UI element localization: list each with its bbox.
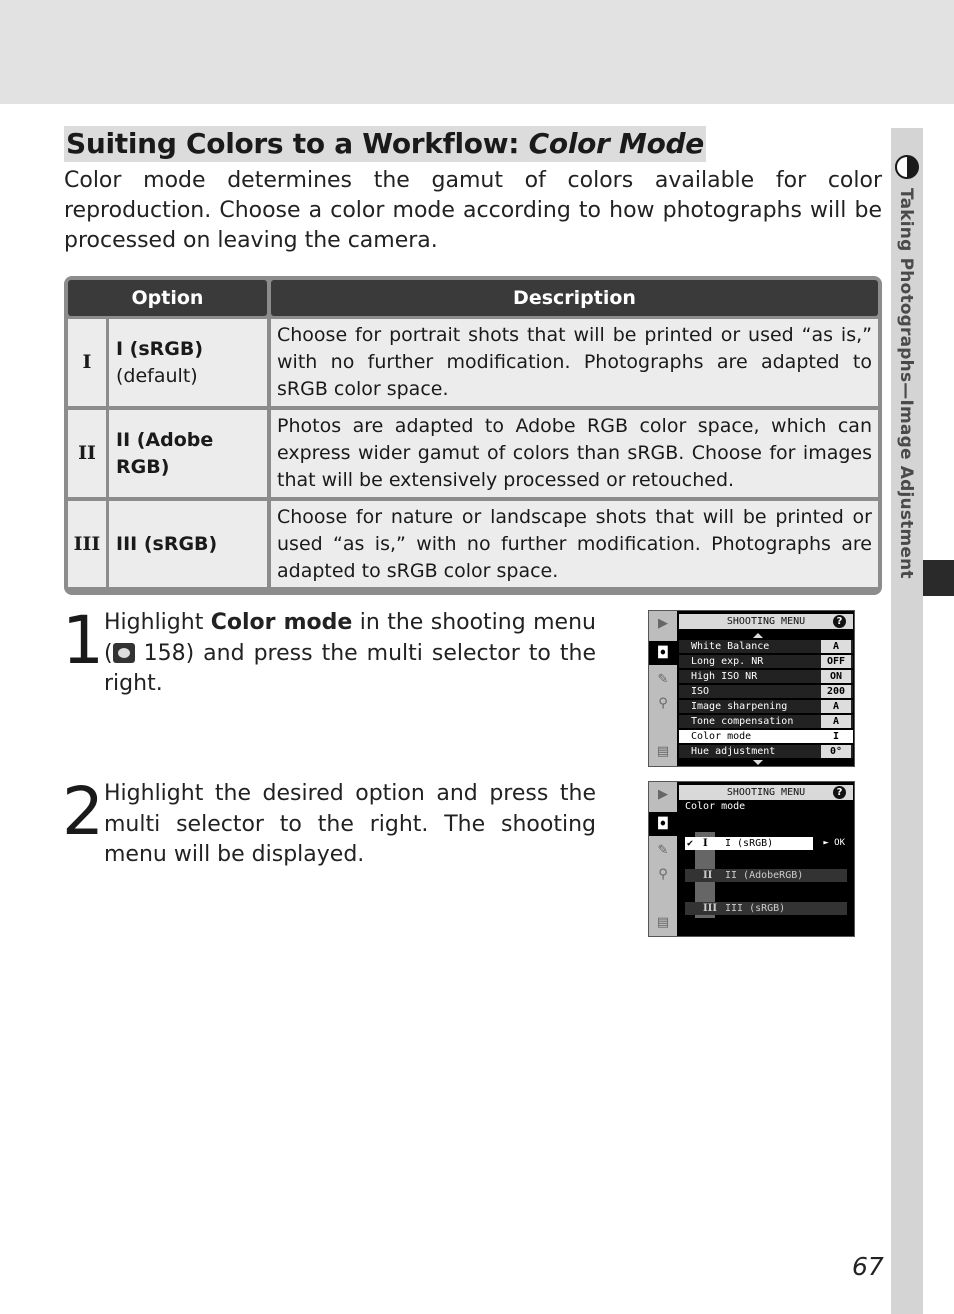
option-item[interactable] bbox=[685, 902, 847, 915]
step-text-part: Highlight bbox=[104, 610, 211, 635]
menu-item[interactable] bbox=[679, 685, 853, 698]
step-2-text: Highlight the desired option and press the multi selector to the right. The shooting menu will be displayed. bbox=[104, 781, 596, 867]
option-label: I (sRGB) bbox=[116, 337, 204, 360]
row-description bbox=[271, 410, 878, 497]
item-label: Hue adjustment bbox=[691, 746, 776, 757]
screen-subtitle: Color mode bbox=[685, 801, 746, 812]
scroll-up-icon bbox=[753, 633, 763, 638]
item-label: Tone compensation bbox=[691, 716, 794, 727]
option-label: II (AdobeRGB) bbox=[725, 870, 804, 881]
half-circle-icon bbox=[895, 155, 919, 179]
row-option bbox=[109, 319, 267, 406]
item-label: Image sharpening bbox=[691, 701, 788, 712]
step-number: 1 bbox=[62, 602, 100, 679]
camera-icon: ◘ bbox=[649, 812, 677, 836]
menu-item[interactable] bbox=[679, 640, 853, 653]
step-number: 2 bbox=[62, 773, 100, 850]
playback-icon: ▶ bbox=[658, 616, 668, 631]
option-item[interactable] bbox=[685, 869, 847, 882]
screen-header: SHOOTING MENU bbox=[679, 785, 853, 800]
item-value: ON bbox=[821, 670, 851, 683]
description-text: Choose for nature or landscape shots that will be printed or used “as is,” with no further modification. Photographs are adapted to sRGB color space. bbox=[277, 505, 872, 582]
item-value: OFF bbox=[821, 655, 851, 668]
option-label: III (sRGB) bbox=[116, 532, 218, 555]
playback-icon: ▶ bbox=[658, 787, 668, 802]
page-number: 67 bbox=[852, 1252, 884, 1281]
wrench-icon: ⚲ bbox=[658, 696, 668, 711]
top-band bbox=[0, 0, 954, 104]
option-label: II (Adobe RGB) bbox=[116, 428, 214, 478]
item-label: Color mode bbox=[691, 731, 752, 742]
row-description bbox=[271, 501, 878, 587]
item-label: White Balance bbox=[691, 641, 770, 652]
step-text-part: in the shooting menu ( bbox=[104, 610, 596, 666]
intro-paragraph: Color mode determines the gamut of colors available for color reproduction. Choose a color mode according to how photographs will be processed on leaving the camera. bbox=[64, 168, 882, 253]
header-option: Option bbox=[68, 280, 267, 316]
pencil-icon: ✎ bbox=[657, 843, 669, 858]
screen-header: SHOOTING MENU bbox=[679, 614, 853, 629]
option-num: I bbox=[703, 838, 708, 849]
check-icon: ✔ bbox=[687, 838, 694, 849]
step-bold-term: Color mode bbox=[210, 610, 353, 635]
menu-item[interactable] bbox=[679, 715, 853, 728]
option-num: III bbox=[703, 903, 718, 914]
row-option bbox=[109, 501, 267, 587]
option-label: III (sRGB) bbox=[725, 903, 786, 914]
notes-icon: ▤ bbox=[656, 744, 670, 759]
wrench-icon: ⚲ bbox=[658, 867, 668, 882]
notes-icon: ▤ bbox=[656, 915, 670, 930]
description-text: Choose for portrait shots that will be printed or used “as is,” with no further modification. Photographs are adapted to sRGB color space. bbox=[277, 324, 872, 400]
ok-button[interactable]: ► OK bbox=[813, 837, 847, 850]
item-label: Long exp. NR bbox=[691, 656, 764, 667]
option-item-selected[interactable] bbox=[685, 837, 847, 850]
item-value: A bbox=[821, 715, 851, 728]
item-value: A bbox=[821, 640, 851, 653]
item-value: 0° bbox=[821, 745, 851, 758]
help-icon: ? bbox=[833, 615, 846, 628]
item-label: ISO bbox=[691, 686, 710, 697]
title-italic: Color Mode bbox=[528, 127, 704, 160]
row-number: III bbox=[68, 501, 106, 587]
menu-item-selected[interactable] bbox=[679, 730, 853, 743]
item-value: 200 bbox=[821, 685, 851, 698]
page-title bbox=[64, 126, 706, 162]
menu-item[interactable] bbox=[679, 700, 853, 713]
header-description: Description bbox=[271, 280, 878, 316]
item-value: I bbox=[821, 730, 851, 743]
row-number: II bbox=[68, 410, 106, 497]
sidebar-section-label: Taking Photographs—Image Adjustment bbox=[896, 188, 916, 579]
step-1-text bbox=[104, 608, 596, 700]
row-number: I bbox=[68, 319, 106, 406]
description-text: Photos are adapted to Adobe RGB color space, which can express wider gamut of colors than sRGB. Choose for images that will be extensively processed or retouched. bbox=[277, 415, 872, 491]
row-description bbox=[271, 319, 878, 406]
row-option bbox=[109, 410, 267, 497]
menu-item[interactable] bbox=[679, 655, 853, 668]
pencil-icon: ✎ bbox=[657, 672, 669, 687]
shooting-menu-screen bbox=[648, 610, 855, 767]
menu-item[interactable] bbox=[679, 745, 853, 758]
title-main: Suiting Colors to a Workflow: bbox=[66, 127, 529, 160]
side-tab-marker bbox=[923, 560, 954, 596]
options-table bbox=[64, 276, 882, 595]
camera-icon: ◘ bbox=[649, 641, 677, 665]
menu-item[interactable] bbox=[679, 670, 853, 683]
scroll-down-icon bbox=[753, 760, 763, 765]
item-label: High ISO NR bbox=[691, 671, 758, 682]
option-label: I (sRGB) bbox=[725, 838, 774, 849]
menu-tab-column bbox=[649, 782, 677, 936]
menu-reference-icon bbox=[113, 643, 135, 663]
item-value: A bbox=[821, 700, 851, 713]
menu-tab-column bbox=[649, 611, 677, 766]
color-mode-screen bbox=[648, 781, 855, 937]
option-num: II bbox=[703, 870, 713, 881]
help-icon: ? bbox=[833, 786, 846, 799]
option-note: (default) bbox=[116, 364, 198, 387]
step-text-part: 158) and press the multi selector to the right. bbox=[104, 640, 596, 696]
